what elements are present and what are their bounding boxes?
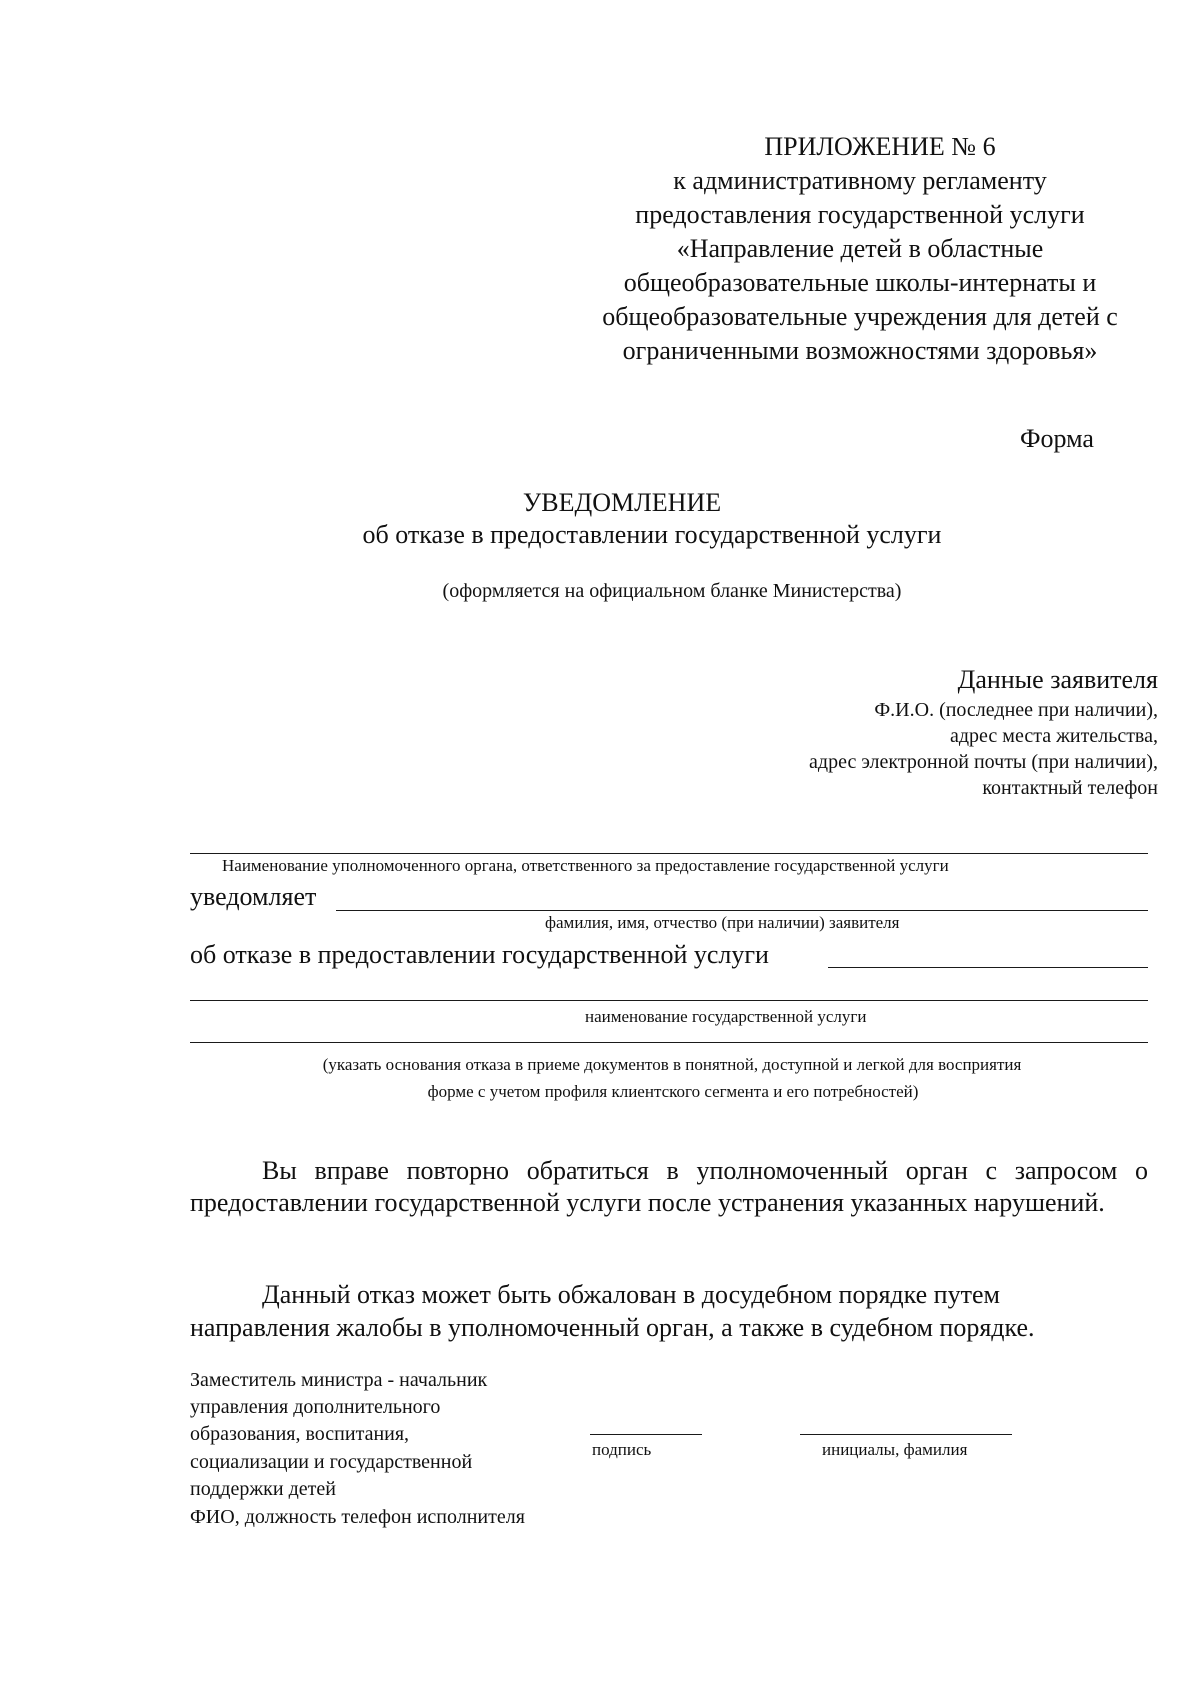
position-line-1: Заместитель министра - начальник xyxy=(190,1369,488,1391)
appendix-line-5: общеобразовательные учреждения для детей с xyxy=(602,302,1118,331)
paragraph-retry xyxy=(190,1155,1148,1219)
service-line xyxy=(190,1000,1148,1001)
position-line-2: управления дополнительного xyxy=(190,1396,441,1418)
service-line-short xyxy=(828,967,1148,968)
applicant-line-2: адрес места жительства, xyxy=(950,725,1158,747)
applicant-line-3: адрес электронной почты (при наличии), xyxy=(809,751,1158,773)
notifies-label: уведомляет xyxy=(190,882,317,911)
authority-line xyxy=(190,853,1148,854)
executor-line: ФИО, должность телефон исполнителя xyxy=(190,1506,525,1528)
notice-title: УВЕДОМЛЕНИЕ xyxy=(522,488,722,517)
grounds-line xyxy=(190,1042,1148,1043)
applicant-line-4: контактный телефон xyxy=(982,777,1158,799)
signature-line xyxy=(590,1434,702,1435)
paragraph-retry-text: Вы вправе повторно обратиться в уполномоченный орган с запросом о предоставлении государственной услуги после устранения указанных нарушений. xyxy=(190,1156,1148,1217)
appendix-line-4: общеобразовательные школы-интернаты и xyxy=(623,268,1097,297)
form-label: Форма xyxy=(1020,424,1094,453)
refusal-label: об отказе в предоставлении государственной услуги xyxy=(190,940,769,969)
initials-caption: инициалы, фамилия xyxy=(822,1440,968,1459)
appendix-line-6: ограниченными возможностями здоровья» xyxy=(622,336,1098,365)
service-name-caption: наименование государственной услуги xyxy=(585,1007,867,1026)
applicant-name-caption: фамилия, имя, отчество (при наличии) заявителя xyxy=(545,913,900,932)
notice-note: (оформляется на официальном бланке Министерства) xyxy=(442,580,902,602)
authority-caption: Наименование уполномоченного органа, ответственного за предоставление государственной услуги xyxy=(222,856,949,875)
grounds-caption-2: форме с учетом профиля клиентского сегмента и его потребностей) xyxy=(427,1082,919,1101)
paragraph-appeal-line-1: Данный отказ может быть обжалован в досудебном порядке путем xyxy=(262,1280,1000,1309)
signature-caption: подпись xyxy=(592,1440,652,1459)
position-line-3: образования, воспитания, xyxy=(190,1423,410,1445)
notice-subtitle: об отказе в предоставлении государственной услуги xyxy=(362,520,942,549)
appendix-title: ПРИЛОЖЕНИЕ № 6 xyxy=(764,132,996,161)
appendix-line-3: «Направление детей в областные xyxy=(676,234,1044,263)
position-line-4: социализации и государственной xyxy=(190,1451,473,1473)
appendix-line-2: предоставления государственной услуги xyxy=(635,200,1085,229)
initials-line xyxy=(800,1434,1012,1435)
grounds-caption-1: (указать основания отказа в приеме документов в понятной, доступной и легкой для восприятия xyxy=(322,1055,1022,1074)
applicant-heading: Данные заявителя xyxy=(957,665,1158,694)
applicant-line-1: Ф.И.О. (последнее при наличии), xyxy=(874,699,1158,721)
applicant-name-line xyxy=(336,910,1148,911)
appendix-line-1: к административному регламенту xyxy=(673,166,1047,195)
position-line-5: поддержки детей xyxy=(190,1478,336,1500)
paragraph-appeal-line-2: направления жалобы в уполномоченный орган, а также в судебном порядке. xyxy=(190,1313,1035,1342)
